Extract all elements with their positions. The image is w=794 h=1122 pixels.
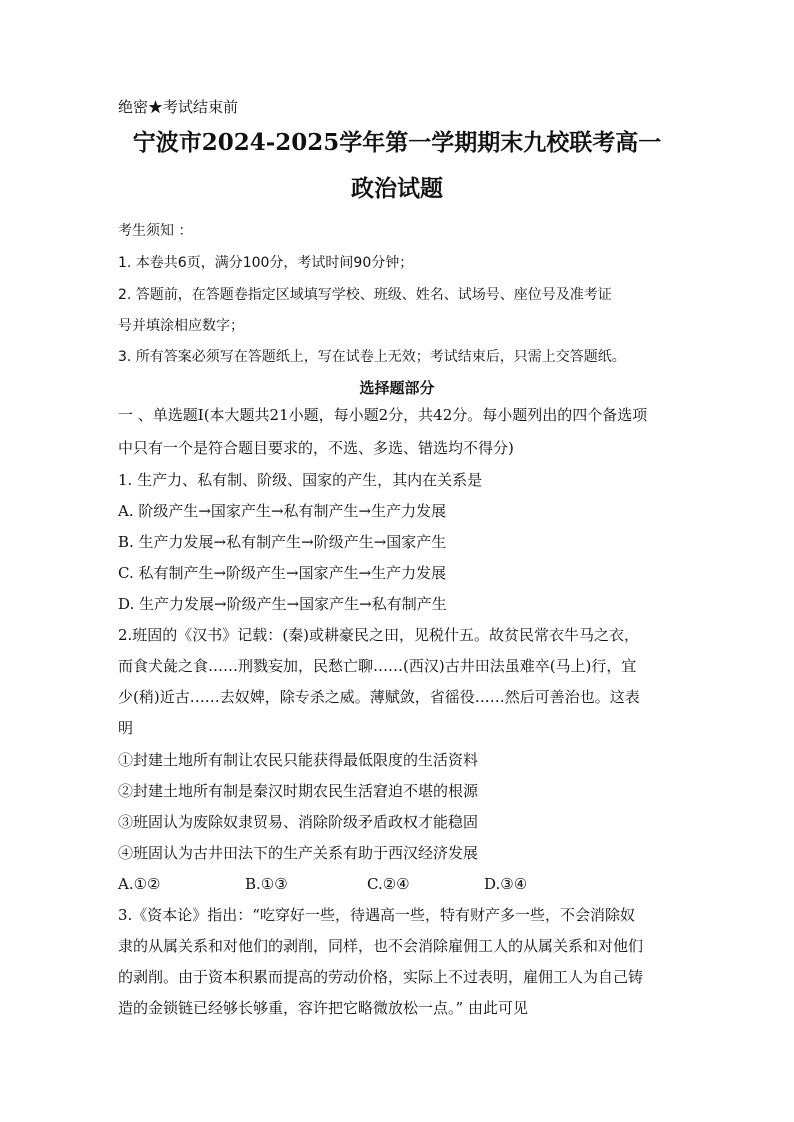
question-stem-line: 2.班固的《汉书》记载：(秦)或耕豪民之田，见税什五。故贫民常衣牛马之衣，	[118, 626, 640, 644]
option-a: A. 阶级产生→国家产生→私有制产生→生产力发展	[118, 502, 447, 520]
question-stem-line: 3.《资本论》指出：“吃穿好一些，待遇高一些，特有财产多一些，不会消除奴	[118, 906, 635, 924]
option-d: D. 生产力发展→阶级产生→国家产生→私有制产生	[118, 595, 447, 613]
question-stem-line: 造的金锁链已经够长够重，容许把它略微放松一点。” 由此可见	[118, 999, 528, 1017]
notice-item: 1. 本卷共6页，满分100分，考试时间90分钟；	[118, 255, 414, 271]
section-intro-line: 一 、单选题I(本大题共21小题，每小题2分，共42分。每小题列出的四个备选项	[118, 406, 648, 424]
exam-title: 宁波市2024-2025学年第一学期期末九校联考高一	[132, 129, 662, 156]
option-c: C.②④	[367, 875, 410, 893]
option-b: B. 生产力发展→私有制产生→阶级产生→国家产生	[118, 533, 447, 551]
section-intro-line: 中只有一个是符合题目要求的，不选、多选、错选均不得分)	[118, 439, 514, 457]
secrecy-label: 绝密★考试结束前	[118, 98, 239, 116]
question-stem-line: 明	[118, 719, 134, 737]
notice-heading: 考生须知 ：	[118, 223, 193, 239]
statement-4: ④班固认为古井田法下的生产关系有助于西汉经济发展	[118, 844, 479, 862]
question-stem-line: 的剥削。由于资本积累而提高的劳动价格，实际上不过表明，雇佣工人为自己铸	[118, 968, 644, 986]
option-c: C. 私有制产生→阶级产生→国家产生→生产力发展	[118, 564, 447, 582]
option-b: B.①③	[245, 875, 288, 893]
notice-item: 2. 答题前，在答题卷指定区域填写学校、班级、姓名、试场号、座位号及准考证	[118, 287, 612, 303]
notice-item: 号并填涂相应数字；	[118, 318, 244, 334]
notice-item: 3. 所有答案必须写在答题纸上，写在试卷上无效；考试结束后，只需上交答题纸。	[118, 349, 626, 365]
statement-3: ③班固认为废除奴隶贸易、消除阶级矛盾政权才能稳固	[118, 813, 479, 831]
statement-1: ①封建土地所有制让农民只能获得最低限度的生活资料	[118, 751, 479, 769]
statement-2: ②封建土地所有制是秦汉时期农民生活窘迫不堪的根源	[118, 782, 479, 800]
section-title: 选择题部分	[359, 379, 435, 397]
question-stem-line: 少(稍)近古……去奴婢，除专杀之威。薄赋敛，省徭役……然后可善治也。这表	[118, 688, 640, 706]
option-a: A.①②	[118, 875, 161, 893]
question-stem-line: 隶的从属关系和对他们的剥削，同样，也不会消除雇佣工人的从属关系和对他们	[118, 937, 644, 955]
option-d: D.③④	[484, 875, 528, 893]
question-stem-line: 1. 生产力、私有制、阶级、国家的产生，其内在关系是	[118, 471, 483, 489]
exam-subject-title: 政治试题	[351, 175, 443, 202]
question-stem-line: 而食犬彘之食……刑戮妄加，民愁亡聊……(西汉)古井田法虽难卒(马上)行，宜	[118, 657, 637, 675]
